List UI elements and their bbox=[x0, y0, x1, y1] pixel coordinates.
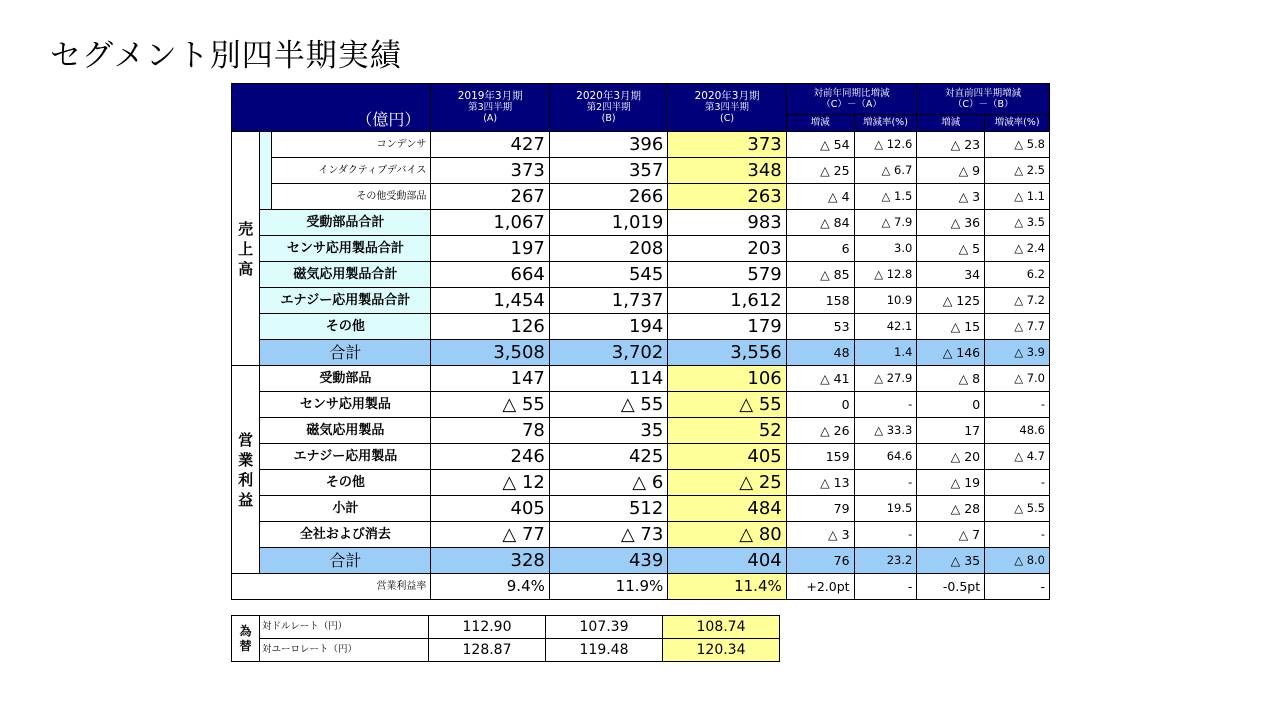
qoq-change: △ 146 bbox=[917, 340, 985, 366]
value-c: 52 bbox=[668, 418, 786, 444]
yoy-change: 79 bbox=[786, 496, 854, 522]
value-b: 208 bbox=[549, 236, 667, 262]
row-label: 合計 bbox=[260, 548, 431, 574]
section-label-operating-income: 営 業 利 益 bbox=[232, 366, 260, 574]
row-label: 対ドルレート（円） bbox=[260, 616, 429, 639]
header-col-b: 2020年3月期 第2四半期 (B) bbox=[549, 84, 667, 132]
qoq-change: △ 3 bbox=[917, 184, 985, 210]
header-yoy: 対前年同期比増減 （C）－（A） bbox=[786, 84, 917, 115]
row-label: 磁気応用製品合計 bbox=[260, 262, 431, 288]
value-b: 266 bbox=[549, 184, 667, 210]
yoy-change: △ 26 bbox=[786, 418, 854, 444]
qoq-rate: △ 5.5 bbox=[985, 496, 1050, 522]
row-label: コンデンサ bbox=[272, 132, 431, 158]
table-row bbox=[232, 184, 1050, 210]
value-b: 425 bbox=[549, 444, 667, 470]
value-c: 405 bbox=[668, 444, 786, 470]
value-a: 1,454 bbox=[431, 288, 549, 314]
table-row bbox=[232, 366, 1050, 392]
table-row bbox=[232, 132, 1050, 158]
yoy-change: △ 13 bbox=[786, 470, 854, 496]
qoq-rate: △ 4.7 bbox=[985, 444, 1050, 470]
fx-row bbox=[232, 639, 780, 662]
qoq-change: △ 5 bbox=[917, 236, 985, 262]
value-b: △ 73 bbox=[549, 522, 667, 548]
fx-row bbox=[232, 616, 780, 639]
yoy-rate: △ 33.3 bbox=[854, 418, 917, 444]
section-label-sales: 売 上 高 bbox=[232, 132, 260, 366]
yoy-change: △ 25 bbox=[786, 158, 854, 184]
yoy-rate: - bbox=[854, 470, 917, 496]
total-row bbox=[232, 340, 1050, 366]
qoq-change: 17 bbox=[917, 418, 985, 444]
qoq-rate: △ 8.0 bbox=[985, 548, 1050, 574]
yoy-rate: △ 27.9 bbox=[854, 366, 917, 392]
qoq-change: 0 bbox=[917, 392, 985, 418]
row-label: センサ応用製品 bbox=[260, 392, 431, 418]
value-a: 328 bbox=[431, 548, 549, 574]
yoy-change: 48 bbox=[786, 340, 854, 366]
value-c: △ 55 bbox=[668, 392, 786, 418]
qoq-change: △ 35 bbox=[917, 548, 985, 574]
yoy-rate: △ 12.8 bbox=[854, 262, 917, 288]
header-sub: 増減率(%) bbox=[854, 115, 917, 132]
qoq-change: △ 36 bbox=[917, 210, 985, 236]
margin-row bbox=[232, 574, 1050, 600]
yoy-change: 159 bbox=[786, 444, 854, 470]
row-label: 小計 bbox=[260, 496, 431, 522]
qoq-change: △ 8 bbox=[917, 366, 985, 392]
yoy-rate: △ 6.7 bbox=[854, 158, 917, 184]
qoq-rate: - bbox=[985, 522, 1050, 548]
value-b: △ 6 bbox=[549, 470, 667, 496]
table-row bbox=[232, 288, 1050, 314]
qoq-rate: △ 1.1 bbox=[985, 184, 1050, 210]
yoy-change: +2.0pt bbox=[786, 574, 854, 600]
value-b: 107.39 bbox=[546, 616, 663, 639]
qoq-change: △ 15 bbox=[917, 314, 985, 340]
qoq-rate: △ 2.4 bbox=[985, 236, 1050, 262]
row-label: 磁気応用製品 bbox=[260, 418, 431, 444]
row-indent bbox=[260, 132, 272, 210]
qoq-change: △ 9 bbox=[917, 158, 985, 184]
table-row bbox=[232, 158, 1050, 184]
row-label: その他受動部品 bbox=[272, 184, 431, 210]
value-c: 179 bbox=[668, 314, 786, 340]
value-a: 1,067 bbox=[431, 210, 549, 236]
yoy-rate: △ 1.5 bbox=[854, 184, 917, 210]
qoq-change: △ 125 bbox=[917, 288, 985, 314]
yoy-change: △ 41 bbox=[786, 366, 854, 392]
table-row bbox=[232, 210, 1050, 236]
value-b: 11.9% bbox=[549, 574, 667, 600]
qoq-change: △ 7 bbox=[917, 522, 985, 548]
qoq-change: △ 20 bbox=[917, 444, 985, 470]
value-a: 664 bbox=[431, 262, 549, 288]
yoy-rate: 19.5 bbox=[854, 496, 917, 522]
row-label: その他 bbox=[260, 470, 431, 496]
fx-rate-table bbox=[231, 615, 780, 662]
value-c: △ 25 bbox=[668, 470, 786, 496]
value-a: 427 bbox=[431, 132, 549, 158]
value-c: 120.34 bbox=[663, 639, 780, 662]
yoy-change: 6 bbox=[786, 236, 854, 262]
value-b: 357 bbox=[549, 158, 667, 184]
value-c: 404 bbox=[668, 548, 786, 574]
value-c: 579 bbox=[668, 262, 786, 288]
header-col-c: 2020年3月期 第3四半期 (C) bbox=[668, 84, 786, 132]
qoq-rate: 48.6 bbox=[985, 418, 1050, 444]
yoy-change: 158 bbox=[786, 288, 854, 314]
value-b: 119.48 bbox=[546, 639, 663, 662]
yoy-rate: - bbox=[854, 574, 917, 600]
qoq-rate: - bbox=[985, 574, 1050, 600]
value-a: 9.4% bbox=[431, 574, 549, 600]
value-c: 348 bbox=[668, 158, 786, 184]
value-a: 197 bbox=[431, 236, 549, 262]
value-b: 545 bbox=[549, 262, 667, 288]
value-a: 246 bbox=[431, 444, 549, 470]
value-b: 1,737 bbox=[549, 288, 667, 314]
header-sub: 増減 bbox=[917, 115, 985, 132]
yoy-rate: 23.2 bbox=[854, 548, 917, 574]
value-a: 373 bbox=[431, 158, 549, 184]
row-label: 全社および消去 bbox=[260, 522, 431, 548]
row-label: 合計 bbox=[260, 340, 431, 366]
qoq-rate: △ 3.9 bbox=[985, 340, 1050, 366]
qoq-rate: △ 7.7 bbox=[985, 314, 1050, 340]
yoy-change: △ 4 bbox=[786, 184, 854, 210]
section-label-fx: 為 替 bbox=[232, 616, 260, 662]
qoq-rate: 6.2 bbox=[985, 262, 1050, 288]
value-b: 1,019 bbox=[549, 210, 667, 236]
row-label: インダクティブデバイス bbox=[272, 158, 431, 184]
yoy-rate: 10.9 bbox=[854, 288, 917, 314]
header-qoq: 対直前四半期増減 （C）－（B） bbox=[917, 84, 1050, 115]
value-c: 108.74 bbox=[663, 616, 780, 639]
value-a: 128.87 bbox=[429, 639, 546, 662]
value-b: 3,702 bbox=[549, 340, 667, 366]
value-a: △ 12 bbox=[431, 470, 549, 496]
header-col-a: 2019年3月期 第3四半期 (A) bbox=[431, 84, 549, 132]
unit-label: （億円） bbox=[232, 84, 431, 132]
value-a: 3,508 bbox=[431, 340, 549, 366]
header-sub: 増減 bbox=[786, 115, 854, 132]
yoy-change: 76 bbox=[786, 548, 854, 574]
row-label: 営業利益率 bbox=[232, 574, 431, 600]
yoy-change: △ 85 bbox=[786, 262, 854, 288]
table-row bbox=[232, 470, 1050, 496]
value-b: 512 bbox=[549, 496, 667, 522]
qoq-change: △ 19 bbox=[917, 470, 985, 496]
table-row bbox=[232, 444, 1050, 470]
value-c: 263 bbox=[668, 184, 786, 210]
value-b: 114 bbox=[549, 366, 667, 392]
value-a: 267 bbox=[431, 184, 549, 210]
header-sub: 増減率(%) bbox=[985, 115, 1050, 132]
value-b: 439 bbox=[549, 548, 667, 574]
value-a: △ 55 bbox=[431, 392, 549, 418]
yoy-change: 53 bbox=[786, 314, 854, 340]
value-a: 126 bbox=[431, 314, 549, 340]
table-row bbox=[232, 392, 1050, 418]
value-c: 3,556 bbox=[668, 340, 786, 366]
qoq-rate: - bbox=[985, 470, 1050, 496]
segment-results-table bbox=[231, 83, 1050, 600]
value-c: 484 bbox=[668, 496, 786, 522]
value-c: 983 bbox=[668, 210, 786, 236]
value-c: 1,612 bbox=[668, 288, 786, 314]
qoq-rate: △ 7.0 bbox=[985, 366, 1050, 392]
yoy-rate: 1.4 bbox=[854, 340, 917, 366]
qoq-rate: △ 5.8 bbox=[985, 132, 1050, 158]
yoy-change: △ 54 bbox=[786, 132, 854, 158]
yoy-change: △ 84 bbox=[786, 210, 854, 236]
value-c: △ 80 bbox=[668, 522, 786, 548]
value-c: 373 bbox=[668, 132, 786, 158]
qoq-change: 34 bbox=[917, 262, 985, 288]
value-b: △ 55 bbox=[549, 392, 667, 418]
qoq-rate: - bbox=[985, 392, 1050, 418]
qoq-rate: △ 2.5 bbox=[985, 158, 1050, 184]
value-c: 106 bbox=[668, 366, 786, 392]
row-label: その他 bbox=[260, 314, 431, 340]
table-row bbox=[232, 314, 1050, 340]
value-c: 203 bbox=[668, 236, 786, 262]
value-b: 35 bbox=[549, 418, 667, 444]
value-b: 396 bbox=[549, 132, 667, 158]
yoy-change: 0 bbox=[786, 392, 854, 418]
qoq-rate: △ 3.5 bbox=[985, 210, 1050, 236]
yoy-rate: △ 12.6 bbox=[854, 132, 917, 158]
table-row bbox=[232, 262, 1050, 288]
row-label: 受動部品合計 bbox=[260, 210, 431, 236]
qoq-change: -0.5pt bbox=[917, 574, 985, 600]
value-a: 112.90 bbox=[429, 616, 546, 639]
total-row bbox=[232, 548, 1050, 574]
table-row bbox=[232, 496, 1050, 522]
yoy-rate: 64.6 bbox=[854, 444, 917, 470]
yoy-rate: 42.1 bbox=[854, 314, 917, 340]
value-b: 194 bbox=[549, 314, 667, 340]
qoq-change: △ 28 bbox=[917, 496, 985, 522]
yoy-rate: 3.0 bbox=[854, 236, 917, 262]
table-row bbox=[232, 236, 1050, 262]
value-a: 78 bbox=[431, 418, 549, 444]
qoq-change: △ 23 bbox=[917, 132, 985, 158]
table-row bbox=[232, 522, 1050, 548]
yoy-change: △ 3 bbox=[786, 522, 854, 548]
qoq-rate: △ 7.2 bbox=[985, 288, 1050, 314]
page-title: セグメント別四半期実績 bbox=[50, 38, 402, 74]
value-a: 147 bbox=[431, 366, 549, 392]
row-label: エナジー応用製品合計 bbox=[260, 288, 431, 314]
row-label: センサ応用製品合計 bbox=[260, 236, 431, 262]
yoy-rate: △ 7.9 bbox=[854, 210, 917, 236]
value-a: △ 77 bbox=[431, 522, 549, 548]
yoy-rate: - bbox=[854, 522, 917, 548]
row-label: 受動部品 bbox=[260, 366, 431, 392]
value-c: 11.4% bbox=[668, 574, 786, 600]
yoy-rate: - bbox=[854, 392, 917, 418]
value-a: 405 bbox=[431, 496, 549, 522]
table-row bbox=[232, 418, 1050, 444]
row-label: エナジー応用製品 bbox=[260, 444, 431, 470]
row-label: 対ユーロレート（円） bbox=[260, 639, 429, 662]
